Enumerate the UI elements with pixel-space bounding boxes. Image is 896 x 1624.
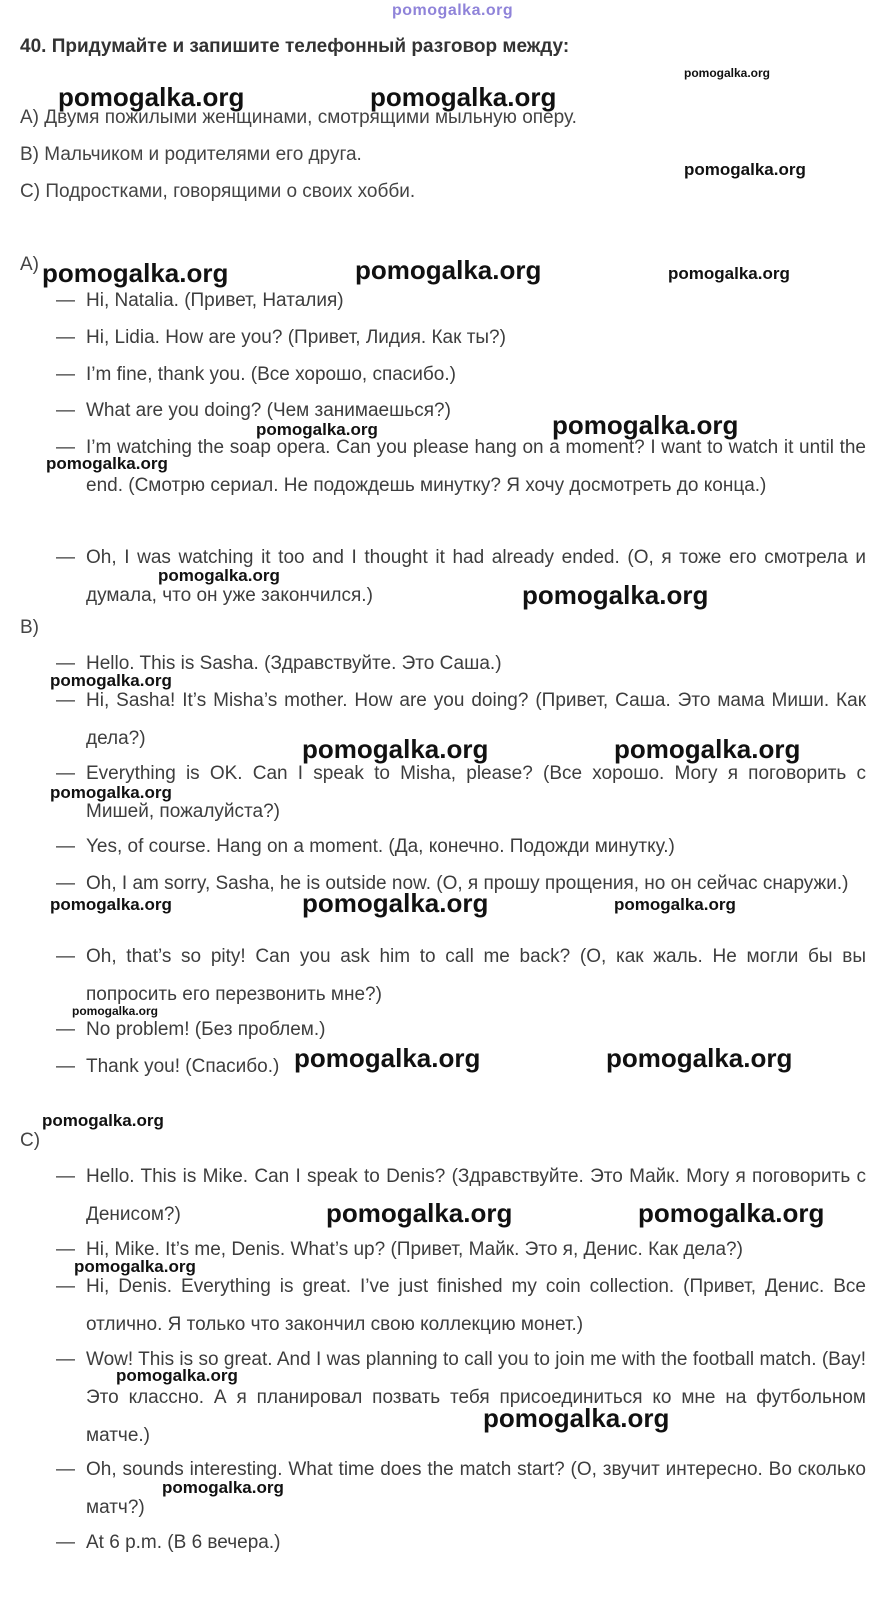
watermark: pomogalka.org	[116, 1366, 238, 1385]
dash: —	[56, 290, 75, 311]
watermark: pomogalka.org	[72, 1004, 159, 1018]
watermark: pomogalka.org	[552, 410, 739, 440]
watermark: pomogalka.org	[684, 160, 806, 179]
section-a-label: A)	[20, 254, 39, 275]
dialog-text: Hello. This is Mike. Can I speak to Denis? (Здравствуйте. Это Майк. Могу я поговорить с Денисом?)	[86, 1166, 866, 1225]
watermark: pomogalka.org	[370, 82, 557, 112]
dash: —	[56, 836, 75, 857]
dash: —	[56, 1239, 75, 1260]
dialog-line	[56, 429, 866, 505]
dash: —	[56, 327, 75, 348]
watermark: pomogalka.org	[50, 895, 172, 914]
task-option-b: B) Мальчиком и родителями его друга.	[20, 144, 362, 165]
watermark: pomogalka.org	[294, 1043, 481, 1073]
dialog-line	[56, 1524, 866, 1562]
dialog-text: Hello. This is Sasha. (Здравствуйте. Это Саша.)	[86, 653, 502, 674]
dialog-line	[56, 319, 866, 357]
task-title: 40. Придумайте и запишите телефонный разговор между:	[20, 36, 570, 57]
dash: —	[56, 946, 75, 967]
watermark: pomogalka.org	[46, 454, 168, 473]
dialog-text: Yes, of course. Hang on a moment. (Да, конечно. Подожди минутку.)	[86, 836, 675, 857]
dash: —	[56, 1276, 75, 1297]
dialog-line	[56, 1268, 866, 1344]
dialog-line	[56, 645, 866, 683]
dash: —	[56, 763, 75, 784]
dialog-line	[56, 938, 866, 1014]
watermark: pomogalka.org	[326, 1198, 513, 1228]
dialog-text: Oh, sounds interesting. What time does the match start? (О, звучит интересно. Во сколько матч?)	[86, 1459, 866, 1518]
dash: —	[56, 1019, 75, 1040]
dash: —	[56, 1532, 75, 1553]
dialog-text: Oh, I am sorry, Sasha, he is outside now. (О, я прошу прощения, но он сейчас снаружи.)	[86, 873, 849, 894]
dash: —	[56, 690, 75, 711]
task-option-c: C) Подростками, говорящими о своих хобби.	[20, 181, 416, 202]
dialog-text: At 6 p.m. (В 6 вечера.)	[86, 1532, 281, 1553]
watermark: pomogalka.org	[158, 566, 280, 585]
dialog-text: I’m watching the soap opera. Can you please hang on a moment? I want to watch it until the end. (Смотрю сериал. Не подождешь минутку? Я хочу досмотреть до конца.)	[86, 437, 866, 496]
watermark: pomogalka.org	[302, 888, 489, 918]
dash: —	[56, 547, 75, 568]
dash: —	[56, 1459, 75, 1480]
dialog-text: Oh, that’s so pity! Can you ask him to call me back? (О, как жаль. Не могли бы вы попросить его перезвонить мне?)	[86, 946, 866, 1005]
watermark: pomogalka.org	[256, 420, 378, 439]
dash: —	[56, 400, 75, 421]
dialog-text: Oh, I was watching it too and I thought it had already ended. (О, я тоже его смотрела и думала, что он уже закончился.)	[86, 547, 866, 606]
dash: —	[56, 1166, 75, 1187]
dash: —	[56, 364, 75, 385]
dialog-line	[56, 392, 866, 430]
dash: —	[56, 873, 75, 894]
dialog-text: What are you doing? (Чем занимаешься?)	[86, 400, 451, 421]
dash: —	[56, 1349, 75, 1370]
section-c-label: C)	[20, 1130, 41, 1151]
watermark: pomogalka.org	[302, 734, 489, 764]
dialog-text: Hi, Mike. It’s me, Denis. What’s up? (Привет, Майк. Это я, Денис. Как дела?)	[86, 1239, 743, 1260]
dash: —	[56, 1056, 75, 1077]
watermark: pomogalka.org	[638, 1198, 825, 1228]
dialog-text: Thank you! (Спасибо.)	[86, 1056, 280, 1077]
section-b-label: B)	[20, 617, 39, 638]
task-option-a: A) Двумя пожилыми женщинами, смотрящими мыльную оперу.	[20, 107, 577, 128]
watermark: pomogalka.org	[162, 1478, 284, 1497]
watermark: pomogalka.org	[522, 580, 709, 610]
watermark: pomogalka.org	[74, 1257, 196, 1276]
dialog-text: Hi, Natalia. (Привет, Наталия)	[86, 290, 344, 311]
watermark: pomogalka.org	[684, 66, 771, 80]
dialog-text: Hi, Lidia. How are you? (Привет, Лидия. Как ты?)	[86, 327, 506, 348]
dialog-text: I’m fine, thank you. (Все хорошо, спасибо.)	[86, 364, 456, 385]
dialog-text: No problem! (Без проблем.)	[86, 1019, 326, 1040]
watermark: pomogalka.org	[50, 671, 172, 690]
watermark: pomogalka.org	[50, 783, 172, 802]
watermark: pomogalka.org	[483, 1403, 670, 1433]
header-watermark: pomogalka.org	[392, 2, 514, 19]
dialog-line	[56, 828, 866, 866]
dialog-line	[56, 1341, 866, 1455]
dialog-line	[56, 755, 866, 831]
watermark: pomogalka.org	[58, 82, 245, 112]
dialog-text: Everything is OK. Can I speak to Misha, please? (Все хорошо. Могу я поговорить с Мишей, пожалуйста?)	[86, 763, 866, 822]
watermark: pomogalka.org	[42, 258, 229, 288]
dialog-text: Wow! This is so great. And I was planning to call you to join me with the football match. (Вау! Это классно. А я планировал позвать тебя присоединиться ко мне на футбольном матче.)	[86, 1349, 866, 1446]
dash: —	[56, 437, 75, 458]
watermark: pomogalka.org	[668, 264, 790, 283]
watermark: pomogalka.org	[355, 255, 542, 285]
dialog-line	[56, 356, 866, 394]
watermark: pomogalka.org	[614, 895, 736, 914]
dash: —	[56, 653, 75, 674]
watermark: pomogalka.org	[606, 1043, 793, 1073]
dialog-text: Hi, Sasha! It’s Misha’s mother. How are you doing? (Привет, Саша. Это мама Миши. Как дела?)	[86, 690, 866, 749]
dialog-text: Hi, Denis. Everything is great. I’ve just finished my coin collection. (Привет, Денис. Все отлично. Я только что закончил свою коллекцию монет.)	[86, 1276, 866, 1335]
watermark: pomogalka.org	[42, 1111, 164, 1130]
watermark: pomogalka.org	[614, 734, 801, 764]
